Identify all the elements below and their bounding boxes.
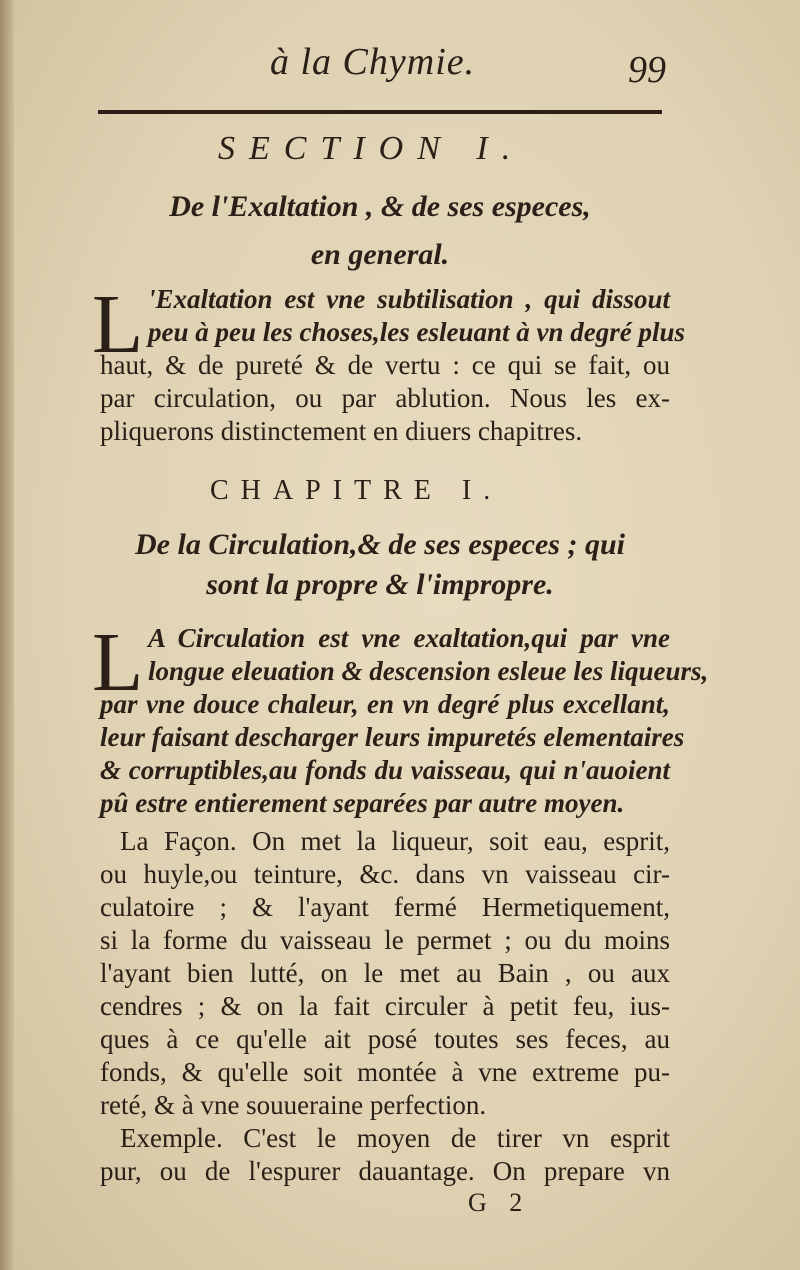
definition-line: par vne douce chaleur, en vn degré plus excellant, bbox=[100, 689, 670, 719]
section-title-line-1: De l'Exaltation , & de ses especes, bbox=[169, 190, 591, 223]
method-line: cendres ; & on la fait circuler à petit feu, ius- bbox=[100, 991, 670, 1021]
definition-line: A Circulation est vne exaltation,qui par vne bbox=[148, 623, 670, 653]
intro-line: par circulation, ou par ablution. Nous les ex- bbox=[100, 383, 670, 413]
method-line: culatoire ; & l'ayant fermé Hermetiquement, bbox=[100, 892, 670, 922]
definition-line: pû estre entierement separées par autre moyen. bbox=[100, 788, 625, 818]
chapter-heading: CHAPITRE I. bbox=[210, 475, 503, 506]
intro-paragraph bbox=[100, 283, 685, 448]
method-line: l'ayant bien lutté, on le met au Bain , ou aux bbox=[100, 958, 670, 988]
method-line: La Façon. On met la liqueur, soit eau, esprit, bbox=[120, 826, 670, 856]
chapter-title-line-1: De la Circulation,& de ses especes ; qui bbox=[135, 528, 625, 561]
intro-line: peu à peu les choses,les esleuant à vn degré plus bbox=[148, 317, 685, 347]
definition-line: & corruptibles,au fonds du vaisseau, qui n'auoient bbox=[100, 755, 670, 785]
page-gutter bbox=[0, 0, 14, 1270]
intro-dropcap: L bbox=[92, 278, 144, 371]
definition-dropcap: L bbox=[92, 616, 144, 709]
header-rule bbox=[98, 110, 662, 114]
method-line: reté, & à vne souueraine perfection. bbox=[100, 1090, 487, 1120]
page-number: 99 bbox=[628, 49, 666, 91]
definition-line: longue eleuation & descension esleue les liqueurs, bbox=[148, 656, 709, 686]
signature-mark: G 2 bbox=[468, 1188, 531, 1217]
example-line: pur, ou de l'espurer dauantage. On prepare vn bbox=[100, 1156, 670, 1186]
method-line: fonds, & qu'elle soit montée à vne extreme pu- bbox=[100, 1057, 670, 1087]
running-title: à la Chymie. bbox=[270, 41, 476, 83]
section-title-line-2: en general. bbox=[310, 238, 450, 271]
method-line: ou huyle,ou teinture, &c. dans vn vaisseau cir- bbox=[100, 859, 670, 889]
example-paragraph bbox=[100, 1122, 670, 1188]
method-line: si la forme du vaisseau le permet ; ou du moins bbox=[100, 925, 670, 955]
intro-line: haut, & de pureté & de vertu : ce qui se fait, ou bbox=[100, 350, 670, 380]
method-line: ques à ce qu'elle ait posé toutes ses feces, au bbox=[100, 1024, 670, 1054]
method-paragraph bbox=[100, 825, 670, 1122]
section-heading: SECTION I. bbox=[218, 130, 525, 167]
definition-line: leur faisant descharger leurs impuretés elementaires bbox=[100, 722, 685, 752]
chapter-title-line-2: sont la propre & l'impropre. bbox=[206, 568, 554, 601]
example-line: Exemple. C'est le moyen de tirer vn esprit bbox=[120, 1123, 670, 1153]
intro-line: pliquerons distinctement en diuers chapitres. bbox=[100, 416, 583, 446]
definition-paragraph bbox=[100, 622, 709, 820]
intro-line: 'Exaltation est vne subtilisation , qui dissout bbox=[148, 284, 670, 314]
